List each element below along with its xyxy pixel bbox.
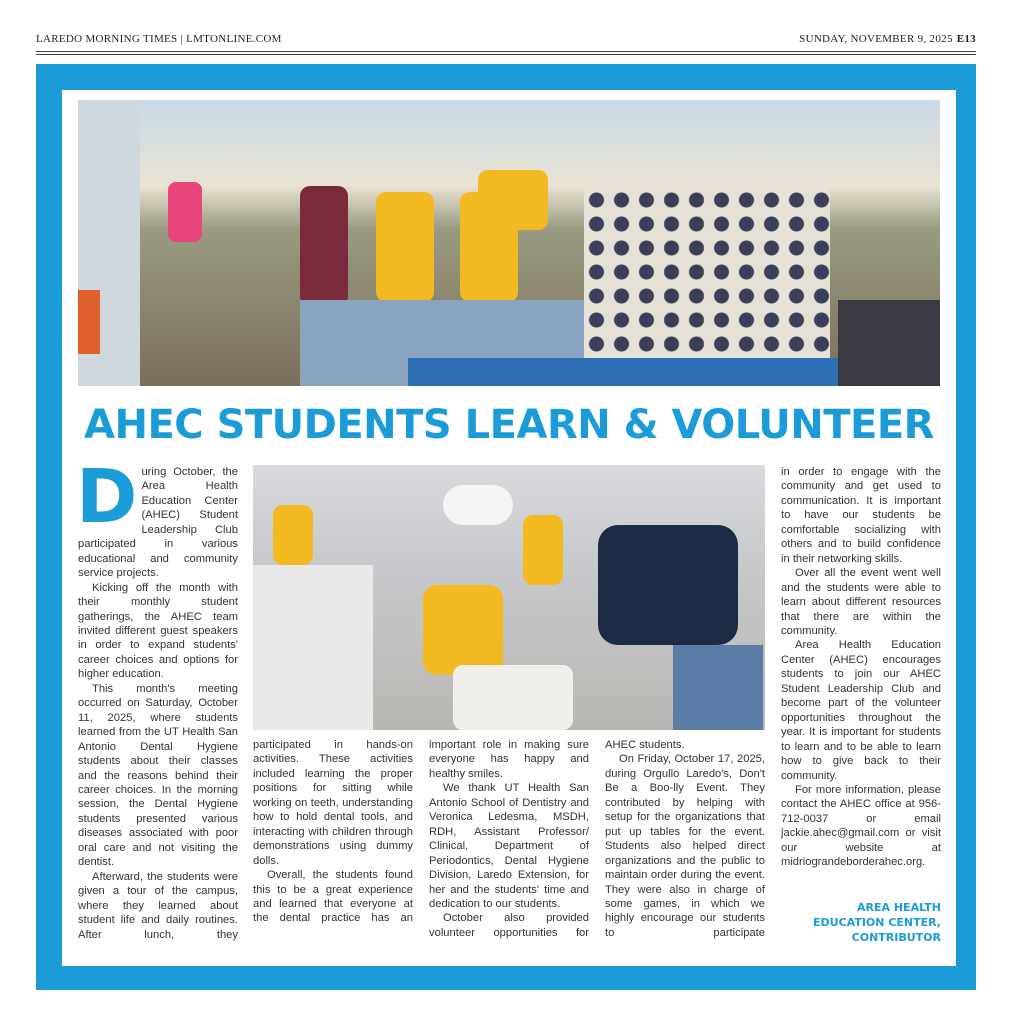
page-number: E13 — [956, 33, 976, 45]
article-paragraph: This month's meeting occurred on Saturday, October 11, 2025, where students learned from the UT Health San Antonio Dental Hygiene students about their classes and the reasons behind their career choices. In the morning session, the Dental Hygiene students presented various diseases associated with poor oral care and not visiting the dentist. — [78, 682, 238, 869]
headline: AHEC STUDENTS LEARN & VOLUNTEER — [84, 402, 934, 448]
article-column-1 — [76, 454, 238, 942]
article-paragraph: October also provided volunteer opportunities for — [429, 912, 589, 939]
article-paragraph: Overall, the students found this to be a great experience and learned that everyone at the dental practice has an — [253, 869, 413, 925]
header-rule — [36, 54, 976, 55]
masthead — [36, 33, 976, 47]
issue-date: SUNDAY, NOVEMBER 9, 2025 — [799, 33, 953, 45]
article-paragraph: AHEC students. — [605, 739, 685, 751]
article-column-5 — [781, 465, 941, 870]
article-paragraph: Area Health Education Center (AHEC) encourages students to join our AHEC Student Leadership Club and become part of the volunteer opportunities throughout the year. It is important for students to learn and to be able to learn how to give back to their community. — [781, 639, 941, 782]
article-paragraph: Kicking off the month with their monthly student gatherings, the AHEC team invited different guest speakers in order to expand students' career choices and options for higher education. — [78, 581, 238, 681]
article-paragraph: participated in hands-on activities. These activities included learning the proper positions for sitting while working on teeth, understanding how to hold dental tools, and interacting with children through demonstrations using dummy dolls. — [253, 739, 413, 867]
article-paragraph: For more information, please contact the AHEC office at 956-712-0037 or email jackie.ahec@gmail.com or visit our website at midriograndeborderahec.org. — [781, 783, 941, 869]
article-column-2 — [253, 738, 413, 926]
publication-name: LAREDO MORNING TIMES | LMTONLINE.COM — [36, 33, 282, 45]
article-paragraph: Over all the event went well and the students were able to learn about different resources that there are within the community. — [781, 567, 941, 637]
article-panel — [62, 90, 956, 966]
article-paragraph: On Friday, October 17, 2025, during Orgullo Laredo's, Don't Be a Boo-lly Event. They contributed by helping with setup for the organizations that put up tables for the event. Students also helped direct organizations and the public to maintain order during the event. They were also in charge of some games, in which we highly encourage our students to participate — [605, 753, 765, 939]
article-column-3 — [429, 738, 589, 940]
header-rule — [36, 51, 976, 52]
article-paragraph: important role in making sure everyone has happy and healthy smiles. — [429, 739, 589, 780]
photo-students-volunteering — [78, 100, 940, 386]
article-paragraph: We thank UT Health San Antonio School of Dentistry and Veronica Ledesma, MSDH, RDH, Assistant Professor/ Clinical, Department of Periodontics, Dental Hygiene Division, Laredo Extension, for her and the students' time and dedication to our students. — [429, 782, 589, 910]
issue-info — [799, 33, 976, 45]
contributor-credit: AREA HEALTH EDUCATION CENTER, CONTRIBUTOR — [813, 901, 941, 944]
article-paragraph: Afterward, the students were given a tour of the campus, where they learned about student life and daily routines. After lunch, they — [78, 870, 238, 941]
drop-cap: D — [76, 454, 138, 540]
article-column-4 — [605, 738, 765, 940]
article-paragraph: in order to engage with the community and get used to communication. It is important to have our students be comfortable socializing with others and to build confidence in their networking skills. — [781, 466, 941, 565]
article-paragraph: During October, the Area Health Education Center (AHEC) Student Leadership Club participated in various educational and community service projects. — [76, 454, 238, 580]
article-frame — [36, 64, 976, 990]
photo-dental-lab — [253, 465, 765, 730]
